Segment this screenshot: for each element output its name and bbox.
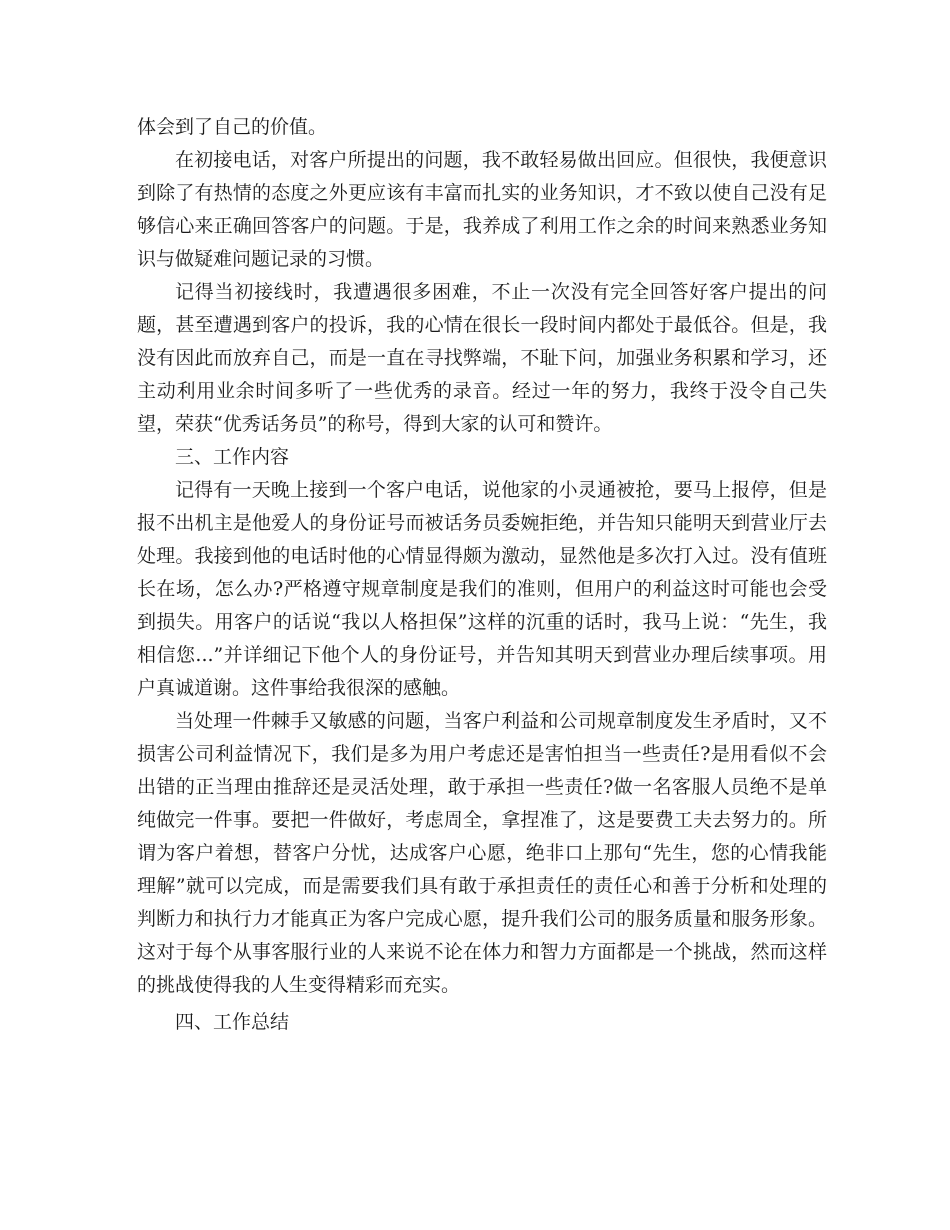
paragraph-customer-story: 记得有一天晚上接到一个客户电话，说他家的小灵通被抢，要马上报停，但是报不出机主是他爱人的身份证号而被话务员委婉拒绝，并告知只能明天到营业厅去处理。我接到他的电话时他的心情显得颇为激动，显然他是多次打入过。没有值班长在场，怎么办?严格遵守规章制度是我们的准则，但用户的利益这时可能也会受到损失。用客户的话说“我以人格担保”这样的沉重的话时，我马上说：“先生，我相信您...”并详细记下他个人的身份证号，并告知其明天到营业办理后续事项。用户真诚道谢。这件事给我很深的感触。 [137,479,827,699]
paragraph-initial-calls: 在初接电话，对客户所提出的问题，我不敢轻易做出回应。但很快，我便意识到除了有热情的态度之外更应该有丰富而扎实的业务知识，才不致以使自己没有足够信心来正确回答客户的问题。于是，我养成了利用工作之余的时间来熟悉业务知识与做疑难问题记录的习惯。 [137,149,827,270]
document-body [137,111,827,1039]
paragraph-reflection: 当处理一件棘手又敏感的问题，当客户利益和公司规章制度发生矛盾时，又不损害公司利益情况下，我们是多为用户考虑还是害怕担当一些责任?是用看似不会出错的正当理由推辞还是灵活处理，敢于承担一些责任?做一名客服人员绝不是单纯做完一件事。要把一件做好，考虑周全，拿捏准了，这是要费工夫去努力的。所谓为客户着想，替客户分忧，达成客户心愿，绝非口上那句“先生，您的心情我能理解”就可以完成，而是需要我们具有敢于承担责任的责任心和善于分析和处理的判断力和执行力才能真正为客户完成心愿，提升我们公司的服务质量和服务形象。这对于每个从事客服行业的人来说不论在体力和智力方面都是一个挑战，然而这样的挑战使得我的人生变得精彩而充实。 [137,710,827,996]
section-heading-work-content: 三、工作内容 [175,446,290,468]
section-heading-work-summary: 四、工作总结 [175,1011,290,1033]
paragraph-continuation: 体会到了自己的价值。 [137,116,328,138]
paragraph-difficulties: 记得当初接线时，我遭遇很多困难，不止一次没有完全回答好客户提出的问题，甚至遭遇到客户的投诉，我的心情在很长一段时间内都处于最低谷。但是，我没有因此而放弃自己，而是一直在寻找弊端，不耻下问，加强业务积累和学习，还主动利用业余时间多听了一些优秀的录音。经过一年的努力，我终于没令自己失望，荣获“优秀话务员”的称号，得到大家的认可和赞许。 [137,281,827,435]
